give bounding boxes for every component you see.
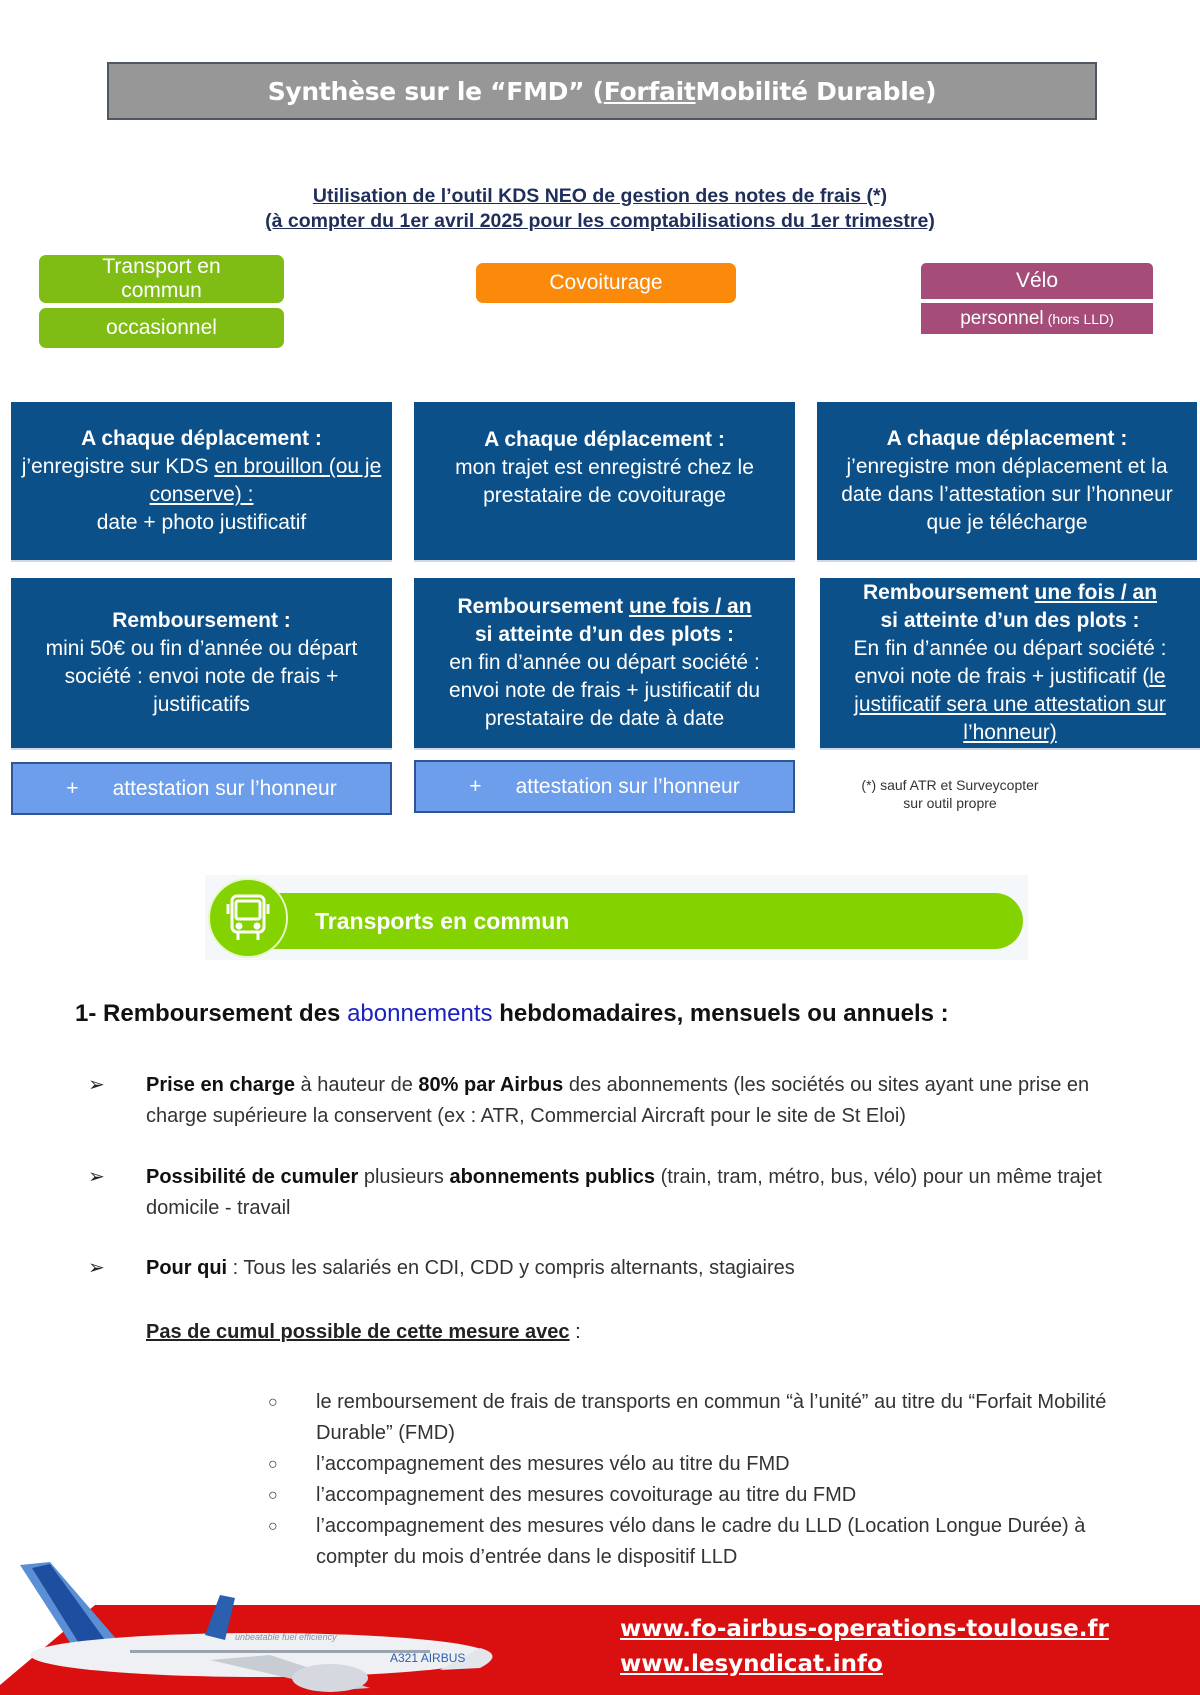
airplane-icon: [10, 1560, 510, 1695]
no-cumul-heading: [146, 1321, 581, 1344]
velo-step2-title-b: si atteinte d’un des plots :: [880, 609, 1140, 632]
no-cumul-label: Pas de cumul possible de cette mesure avec: [146, 1321, 570, 1343]
transports-banner-label: Transports en commun: [315, 907, 570, 934]
category-velo-label: Vélo: [1015, 269, 1059, 292]
list-item: l’accompagnement des mesures covoiturage au titre du FMD: [316, 1484, 857, 1506]
text-underlined: une fois / an: [1034, 581, 1158, 604]
title-part1: Synthèse sur le “FMD” (: [267, 76, 604, 106]
category-velo-sub: [921, 303, 1153, 334]
svg-text:unbeatable fuel efficiency: unbeatable fuel efficiency: [235, 1632, 337, 1642]
velo-step1-title: A chaque déplacement :: [886, 427, 1128, 450]
circle-bullet-icon: ○: [268, 1487, 278, 1504]
footnote-line1: (*) sauf ATR et Surveycopter: [861, 777, 1039, 793]
covoiturage-step2-title: [457, 593, 751, 621]
section-heading: [75, 1000, 949, 1028]
category-transport-sub: [39, 308, 284, 348]
text-bold: abonnements publics: [449, 1166, 656, 1188]
covoiturage-step1-title: A chaque déplacement :: [484, 428, 725, 451]
kds-line2: (à compter du 1er avril 2025 pour les comptabilisations du 1er trimestre): [265, 210, 935, 232]
arrow-bullet-icon: ➢: [88, 1074, 105, 1096]
velo-step1-text: j’enregistre mon déplacement et la date dans l’attestation sur l’honneur que je télécharge: [841, 455, 1173, 534]
transport-step1-text-b: date + photo justificatif: [96, 511, 307, 534]
velo-step2-title: [863, 579, 1157, 607]
transport-attestation-box: [11, 762, 392, 815]
category-transport-label: Transport en commun: [102, 255, 221, 302]
footer-link-fo-airbus[interactable]: www.fo-airbus-operations-toulouse.fr: [620, 1616, 1109, 1642]
covoiturage-attestation-box: [414, 760, 795, 813]
circle-bullet-icon: ○: [268, 1518, 278, 1535]
transport-step2-box: [11, 578, 392, 750]
covoiturage-step2-text: en fin d’année ou départ société : envoi note de frais + justificatif du prestataire de date à date: [448, 651, 761, 730]
circle-bullet-icon: ○: [268, 1456, 278, 1473]
transport-step1-text: [11, 453, 392, 509]
arrow-bullet-icon: ➢: [88, 1257, 105, 1279]
list-item: l’accompagnement des mesures vélo dans le cadre du LLD (Location Longue Durée) à compter du mois d’entrée dans le dispositif LLD: [316, 1515, 1086, 1568]
velo-step2-box: [820, 578, 1200, 750]
text-part: à hauteur de: [294, 1074, 419, 1096]
plus-icon: +: [66, 776, 79, 800]
text-underlined: en brouillon (ou je conserve) :: [149, 455, 382, 506]
plus-icon: +: [469, 774, 482, 798]
bullet-item: [146, 1070, 1106, 1132]
text-part: 1- Remboursement des: [75, 1000, 348, 1027]
text-part: En fin d’année ou départ société : envoi note de frais + justificatif (: [853, 637, 1167, 688]
text-bold: 80% par Airbus: [418, 1074, 564, 1096]
text-underlined: le justificatif sera une attestation sur l’honneur): [854, 665, 1166, 744]
velo-step2-text: [834, 635, 1186, 747]
kds-line1: Utilisation de l’outil KDS NEO de gestion des notes de frais (*): [312, 185, 888, 207]
kds-heading: [0, 184, 1200, 234]
text-part: Remboursement: [457, 595, 630, 618]
covoiturage-attestation-label: attestation sur l’honneur: [515, 774, 740, 798]
page-title: [107, 62, 1097, 120]
heading-highlight: abonnements: [347, 1000, 493, 1027]
category-velo-sub-label: personnel: [960, 307, 1044, 329]
title-part2: Mobilité Durable): [695, 76, 937, 106]
transport-step2-title: Remboursement :: [112, 609, 291, 632]
covoiturage-step2-box: [414, 578, 795, 750]
list-item: le remboursement de frais de transports en commun “à l’unité” au titre du “Forfait Mobilité Durable” (FMD): [316, 1391, 1107, 1444]
transport-step1-title: A chaque déplacement :: [81, 427, 322, 450]
covoiturage-step2-title-b: si atteinte d’un des plots :: [474, 623, 735, 646]
covoiturage-step1-text: mon trajet est enregistré chez le prestataire de covoiturage: [455, 456, 754, 507]
transport-step2-text: mini 50€ ou fin d’année ou départ société : envoi note de frais + justificatifs: [45, 637, 358, 716]
text-underlined: une fois / an: [629, 595, 752, 618]
bullet-item: [146, 1162, 1106, 1224]
footer-links: [620, 1612, 1109, 1682]
transport-step1-box: [11, 402, 392, 562]
text-part: plusieurs: [358, 1166, 450, 1188]
svg-text:A321 AIRBUS: A321 AIRBUS: [390, 1651, 466, 1665]
text-part: j’enregistre sur KDS: [21, 455, 215, 478]
title-underlined: Forfait: [603, 76, 696, 106]
text-part: (train, tram, métro, bus, vélo) pour un même trajet domicile - travail: [146, 1166, 1102, 1219]
text-part: Remboursement: [862, 581, 1035, 604]
bullet-item: [146, 1253, 1106, 1284]
text-bold: Pour qui: [146, 1257, 228, 1279]
footer-link-lesyndicat[interactable]: www.lesyndicat.info: [620, 1651, 883, 1677]
list-item: l’accompagnement des mesures vélo au titre du FMD: [316, 1453, 790, 1475]
footnote: [830, 776, 1070, 812]
category-transport-sub-label: occasionnel: [106, 316, 217, 339]
text-bold: Prise en charge: [146, 1074, 295, 1096]
text-part: des abonnements (les sociétés ou sites ayant une prise en charge supérieure la conservent (ex : ATR, Commercial Aircraft pour le site de St Eloi): [146, 1074, 1090, 1127]
category-transport: [39, 255, 284, 303]
text-part: : Tous les salariés en CDI, CDD y compris alternants, stagiaires: [227, 1257, 795, 1279]
footnote-line2: sur outil propre: [903, 795, 997, 811]
covoiturage-step1-box: [414, 402, 795, 562]
category-covoiturage-label: Covoiturage: [549, 271, 663, 294]
arrow-bullet-icon: ➢: [88, 1166, 105, 1188]
bus-icon: [208, 878, 288, 958]
category-velo-sub-note: (hors LLD): [1047, 310, 1114, 327]
text-part: hebdomadaires, mensuels ou annuels :: [492, 1000, 949, 1027]
circle-bullet-icon: ○: [268, 1394, 278, 1411]
category-covoiturage: [476, 263, 736, 303]
transport-attestation-label: attestation sur l’honneur: [112, 776, 337, 800]
text-part: :: [569, 1321, 581, 1343]
category-velo: [921, 263, 1153, 299]
transports-banner: [255, 893, 1023, 949]
text-bold: Possibilité de cumuler: [146, 1166, 359, 1188]
velo-step1-box: [817, 402, 1197, 562]
